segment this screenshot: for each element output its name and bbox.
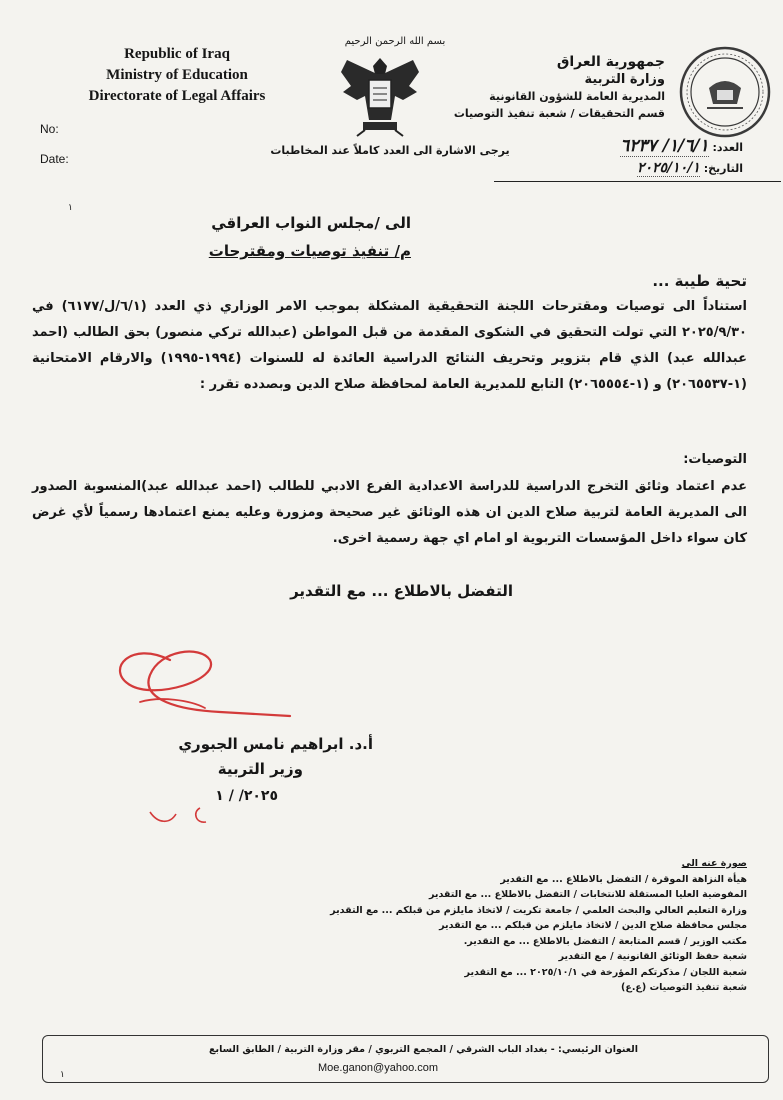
recommendations-label: التوصيات: [683,452,747,467]
footer-address: العنوان الرئيسي: - بغداد الباب الشرقي / المجمع التربوي / مقر وزارة التربية / الطابق السابع [209,1044,638,1055]
ministry-ar: وزارة التربية [584,72,665,87]
greeting: تحية طيبة ... [652,272,747,290]
copy-item: هيأة النزاهة الموقرة / التفضل بالاطلاع ... مع التقدير [500,873,747,885]
signature-date: ٢٠٢٥/ / ١ [215,788,278,804]
date-row [637,160,743,176]
recommendations-text: عدم اعتماد وثائق التخرج الدراسية للدراسة الاعدادية الفرع الادبي للطالب (احمد عبدالله عبد)المنسوبة الصدور الى المديرية العامة لتربية صلاح الدين ان هذه الوثائق غير صحيحة ومزورة وعليه يمنع اعتمادها رسمياً لأي غرض كان سواء داخل المؤسسات التربوية او امام اي جهة رسمية اخرى. [32,479,747,546]
signatory-name: أ.د. ابراهيم نامس الجبوري [178,735,373,753]
copy-item: مجلس محافظة صلاح الدين / لاتخاذ مايلزم من قبلكم ... مع التقدير [439,920,747,931]
red-scribble [140,800,220,830]
date-value: ٢٠٢٥/١٠/١ [636,160,700,176]
directorate-en: Directorate of Legal Affairs [88,88,266,104]
header-divider [494,181,781,182]
copy-item: مكتب الوزير / قسم المتابعة / التفضل بالاطلاع ... مع التقدير. [463,935,747,947]
top-mark: ١ [68,203,73,213]
date-label: التاريخ: [703,162,743,175]
signatory-title: وزير التربية [217,760,303,778]
footer-email[interactable]: Moe.ganon@yahoo.com [318,1062,439,1074]
copy-item: شعبة تنفيذ التوصيات (ع.ع) [620,982,747,993]
number-label: العدد: [712,141,743,154]
number-row [620,136,743,156]
eagle-emblem-icon [335,50,425,140]
letter-body: استناداً الى توصيات ومقترحات اللجنة التحقيقية المشكلة بموجب الامر الوزاري ذي العدد (٦/١/ل/٦١٧٧) في ٢٠٢٥/٩/٣٠ التي تولت التحقيق في الشكوى المقدمة من قبل المواطن (عبدالله تركي منصور) بحق الطالب (احمد عبدالله عبد) الذي قام بتزوير وتحريف النتائج الدراسية العائدة له للسنوات (١٩٩٤-١٩٩٥) والارقام الامتحانية (١-٢٠٦٥٥٣٧) و (١-٢٠٦٥٥٥٤) التابع للمديرية العامة لمحافظة صلاح الدين وبصدده تقرر : [32,299,747,392]
copy-item: وزارة التعليم العالي والبحث العلمي / جامعة تكريت / لاتخاذ مايلزم من قبلكم ... مع التقدير [330,904,747,916]
reference-note: يرجى الاشارة الى العدد كاملاً عند المخاطبات [270,144,510,157]
number-value: ١/٦/١/ ٦٢٣٧ [620,136,709,156]
copies-heading: صورة عنه الى [681,858,747,869]
closing: التفضل بالاطلاع ... مع التقدير [290,582,513,600]
footer-box [42,1035,769,1083]
country-en: Republic of Iraq [124,46,230,62]
copies-list [330,856,747,996]
ministry-seal-icon [677,44,773,140]
department-ar: قسم التحقيقات / شعبة تنفيذ التوصيات [453,107,665,120]
ministry-en: Ministry of Education [106,67,248,83]
country-ar: جمهورية العراق [556,54,665,70]
no-field-label: No: [40,122,59,136]
copy-item: شعبة حفظ الوثائق القانونية / مع التقدير [558,951,747,962]
copy-item: شعبة اللجان / مذكرتكم المؤرخة في ٢٠٢٥/١٠/١ ... مع التقدير [464,966,747,978]
basmala: بسم الله الرحمن الرحيم [344,36,446,47]
handwritten-signature [100,630,300,730]
arabic-letterhead [454,54,665,122]
recipient: الى /مجلس النواب العراقي [211,214,411,232]
subject: م/ تنفيذ توصيات ومقترحات [208,242,411,260]
date-field-label: Date: [40,152,69,166]
directorate-ar: المديرية العامة للشؤون القانونية [489,90,665,103]
copy-item: المفوضية العليا المستقلة للانتخابات / التفضل بالاطلاع ... مع التقدير [428,889,747,900]
footer-page-mark: ١ [60,1070,65,1080]
english-letterhead [62,44,292,107]
